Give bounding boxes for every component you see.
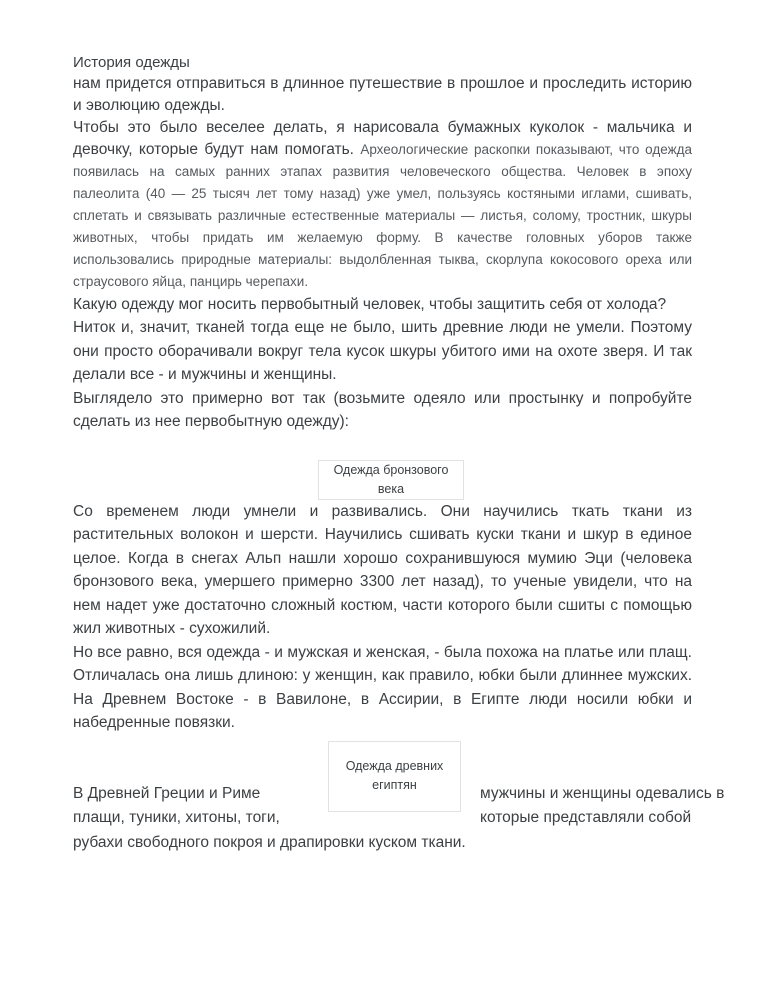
paragraph-dolls-lead: Чтобы это было веселее делать, я нарисовала бумажных куколок - мальчика и девочку, которые будут нам помогать. — [73, 119, 692, 158]
paragraph-dolls — [73, 117, 692, 293]
paragraph-intro: нам придется отправиться в длинное путешествие в прошлое и проследить историю и эволюцию одежды. — [73, 75, 692, 114]
image-placeholder-ancient-egyptians-clothing[interactable] — [328, 741, 461, 812]
paragraph-no-threads: Ниток и, значит, тканей тогда еще не было, шить древние люди не умели. Поэтому они просто оборачивали вокруг тела кусок шкуры убитого ими на охоте зверя. И так делали все - и мужчины и женщины. — [73, 319, 692, 383]
greece-rome-section — [73, 741, 725, 871]
greece-text-right-line1: мужчины и женщины одевались в — [480, 784, 725, 802]
greece-text-line3: рубахи свободного покроя и драпировки куском ткани. — [73, 833, 466, 851]
greece-text-left-line2: плащи, туники, хитоны, тоги, — [73, 808, 280, 826]
greece-text-right-line2: которые представляли собой — [480, 808, 692, 826]
paragraph-similar-clothing: Но все равно, вся одежда - и мужская и женская, - была похожа на платье или плащ. Отличалась она лишь длиною: у женщин, как правило, юбки были длиннее мужских. На Древнем Востоке - в Вавилоне, в Ассирии, в Египте люди носили юбки и набедренные повязки. — [73, 643, 692, 731]
paragraph-progress: Со временем люди умнели и развивались. Они научились ткать ткани из растительных волокон и шерсти. Научились сшивать куски ткани и шкур в единое целое. Когда в снегах Альп нашли хорошо сохранившуюся мумию Эци (человека бронзового века, умершего примерно 3300 лет назад), то ученые увидели, что на нем надет уже достаточно сложный костюм, части которого были сшиты с помощью жил животных - сухожилий. — [73, 502, 692, 637]
greece-text-left-line1: В Древней Греции и Риме — [73, 784, 261, 802]
image-placeholder-bronze-age-clothing[interactable] — [318, 460, 464, 500]
image-placeholder-bronze-caption: Одежда бронзового века — [333, 462, 449, 496]
paragraph-question: Какую одежду мог носить первобытный человек, чтобы защитить себя от холода? — [73, 296, 667, 313]
image-placeholder-egypt-caption-line1: Одежда древних — [345, 759, 444, 773]
paragraph-dolls-detail: Археологические раскопки показывают, что одежда появилась на самых ранних этапах развития человеческого общества. Человек в эпоху палеолита (40 — 25 тысяч лет тому назад) уже умел, пользуясь костяными иглами, сшивать, сплетать и связывать различные естественные материалы — листья, солому, тростник, шкуры животных, чтобы придать им желаемую форму. В качестве головных уборов также использовались природные материалы: выдолбленная тыква, скорлупа кокосового ореха или страусового яйца, панцирь черепахи. — [73, 142, 692, 289]
page-title: История одежды — [73, 54, 190, 71]
image-placeholder-egypt-caption-line2: египтян — [372, 778, 417, 792]
paragraph-looked-like: Выглядело это примерно вот так (возьмите одеяло или простынку и попробуйте сделать из нее первобытную одежду): — [73, 389, 692, 430]
